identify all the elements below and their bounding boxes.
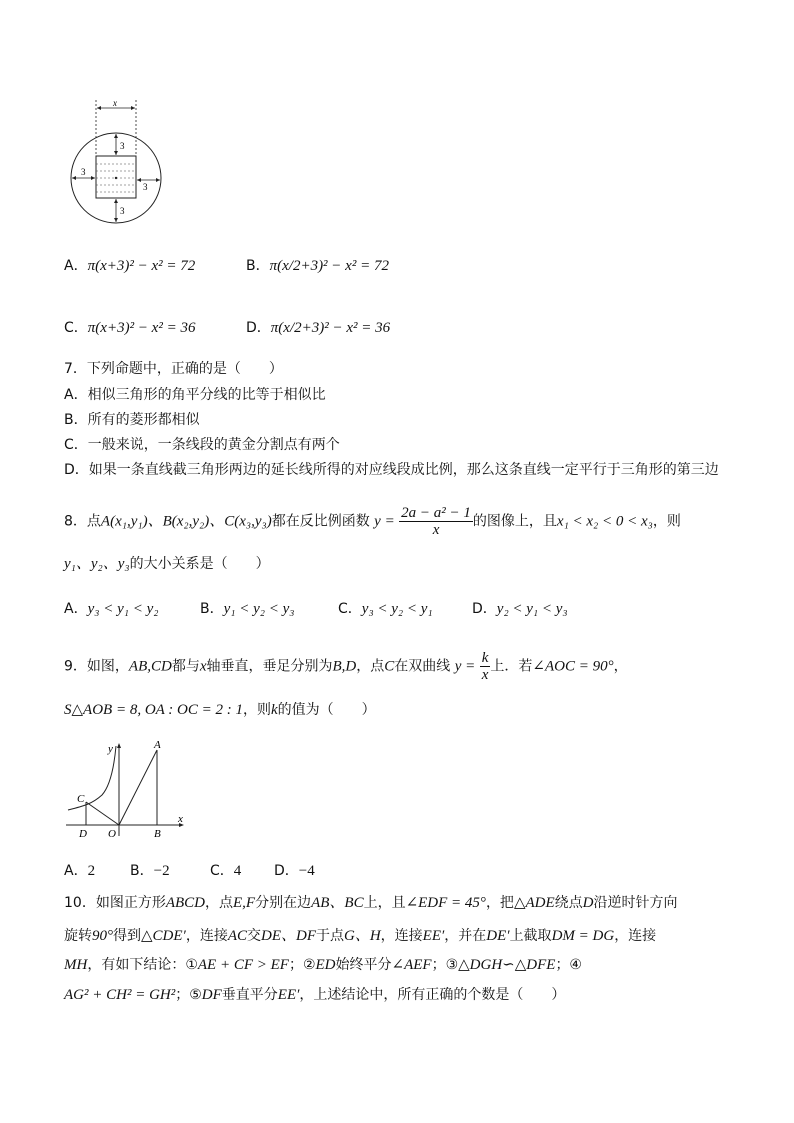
q8-option-b: B．y₁ < y₂ < y₃ [200, 601, 295, 617]
q7-option-d: D．如果一条直线截三角形两边的延长线所得的对应线段成比例，那么这条直线一定平行于三角形的第三边 [64, 462, 719, 478]
q8-fraction: $\frac{\text{2a − a² − 1}}{x}$ [401, 505, 471, 538]
q10-line4: AG² + CH² = GH²；⑤DF垂直平分EE′，上述结论中，所有正确的个数是（ ） [64, 987, 566, 1003]
q9-fraction: $\frac{k}{x}$ [481, 650, 489, 683]
svg-text:C: C [77, 793, 85, 805]
q9-stem-line2: S△AOB = 8, OA : OC = 2 : 1，则k的值为（ ） [64, 702, 376, 718]
q10-line1: 10．如图正方形ABCD，点E,F分别在边AB、BC上，且∠EDF = 45°，把△ADE绕点D沿逆时针方向 [64, 895, 678, 911]
svg-text:y: y [108, 743, 113, 755]
q6-option-a: A．π(x+3)² − x² = 72 [64, 258, 196, 274]
q8-option-d: D．y₂ < y₁ < y₃ [472, 601, 568, 617]
dim-right: 3 [143, 182, 148, 192]
dim-left: 3 [81, 167, 86, 177]
svg-text:A: A [154, 739, 161, 751]
q8-option-a: A．y₃ < y₁ < y₂ [64, 601, 159, 617]
q8-stem-line1: 8．点A(x₁,y₁)、B(x₂,y₂)、C(x₃,y₃)都在反比例函数 y = $\frac{\text{2a − a² − 1}}{x}$ 的图像上，且x₁ < x₂ < 0 < x₃，则 [64, 505, 681, 538]
q7-option-b: B．所有的菱形都相似 [64, 412, 200, 428]
x-label: x [113, 98, 117, 108]
circle-square-figure [64, 98, 164, 226]
hyperbola-figure [64, 738, 188, 838]
dim-top: 3 [120, 141, 125, 151]
dim-bottom: 3 [120, 206, 125, 216]
svg-text:O: O [108, 828, 116, 838]
svg-text:B: B [154, 828, 161, 838]
q8-option-c: C．y₃ < y₂ < y₁ [338, 601, 433, 617]
q6-option-c: C．π(x+3)² − x² = 36 [64, 320, 196, 336]
q9-option-c: C．4 [210, 863, 242, 879]
q9-option-a: A．2 [64, 863, 96, 879]
q7-stem: 7．下列命题中，正确的是（ ） [64, 361, 283, 377]
q8-stem-line2: y₁、y₂、y₃的大小关系是（ ） [64, 556, 270, 572]
q6-option-b: B．π(x/2+3)² − x² = 72 [246, 258, 389, 274]
svg-text:x: x [178, 813, 183, 825]
q9-option-b: B．−2 [130, 863, 170, 879]
q7-option-a: A．相似三角形的角平分线的比等于相似比 [64, 387, 326, 403]
svg-text:D: D [79, 828, 87, 838]
q6-option-d: D．π(x/2+3)² − x² = 36 [246, 320, 391, 336]
q10-line2: 旋转90°得到△CDE′，连接AC交DE、DF于点G、H，连接EE′，并在DE′上截取DM = DG，连接 [64, 928, 657, 944]
q9-option-d: D．−4 [274, 863, 315, 879]
q9-stem-line1: 9．如图，AB,CD都与x轴垂直，垂足分别为B,D，点C在双曲线 y = $\frac{k}{x}$ 上．若∠AOC = 90°， [64, 650, 628, 683]
q7-option-c: C．一般来说，一条线段的黄金分割点有两个 [64, 437, 340, 453]
q10-line3: MH，有如下结论：①AE + CF > EF；②ED始终平分∠AEF；③△DGH∽△DFE；④ [64, 957, 582, 973]
